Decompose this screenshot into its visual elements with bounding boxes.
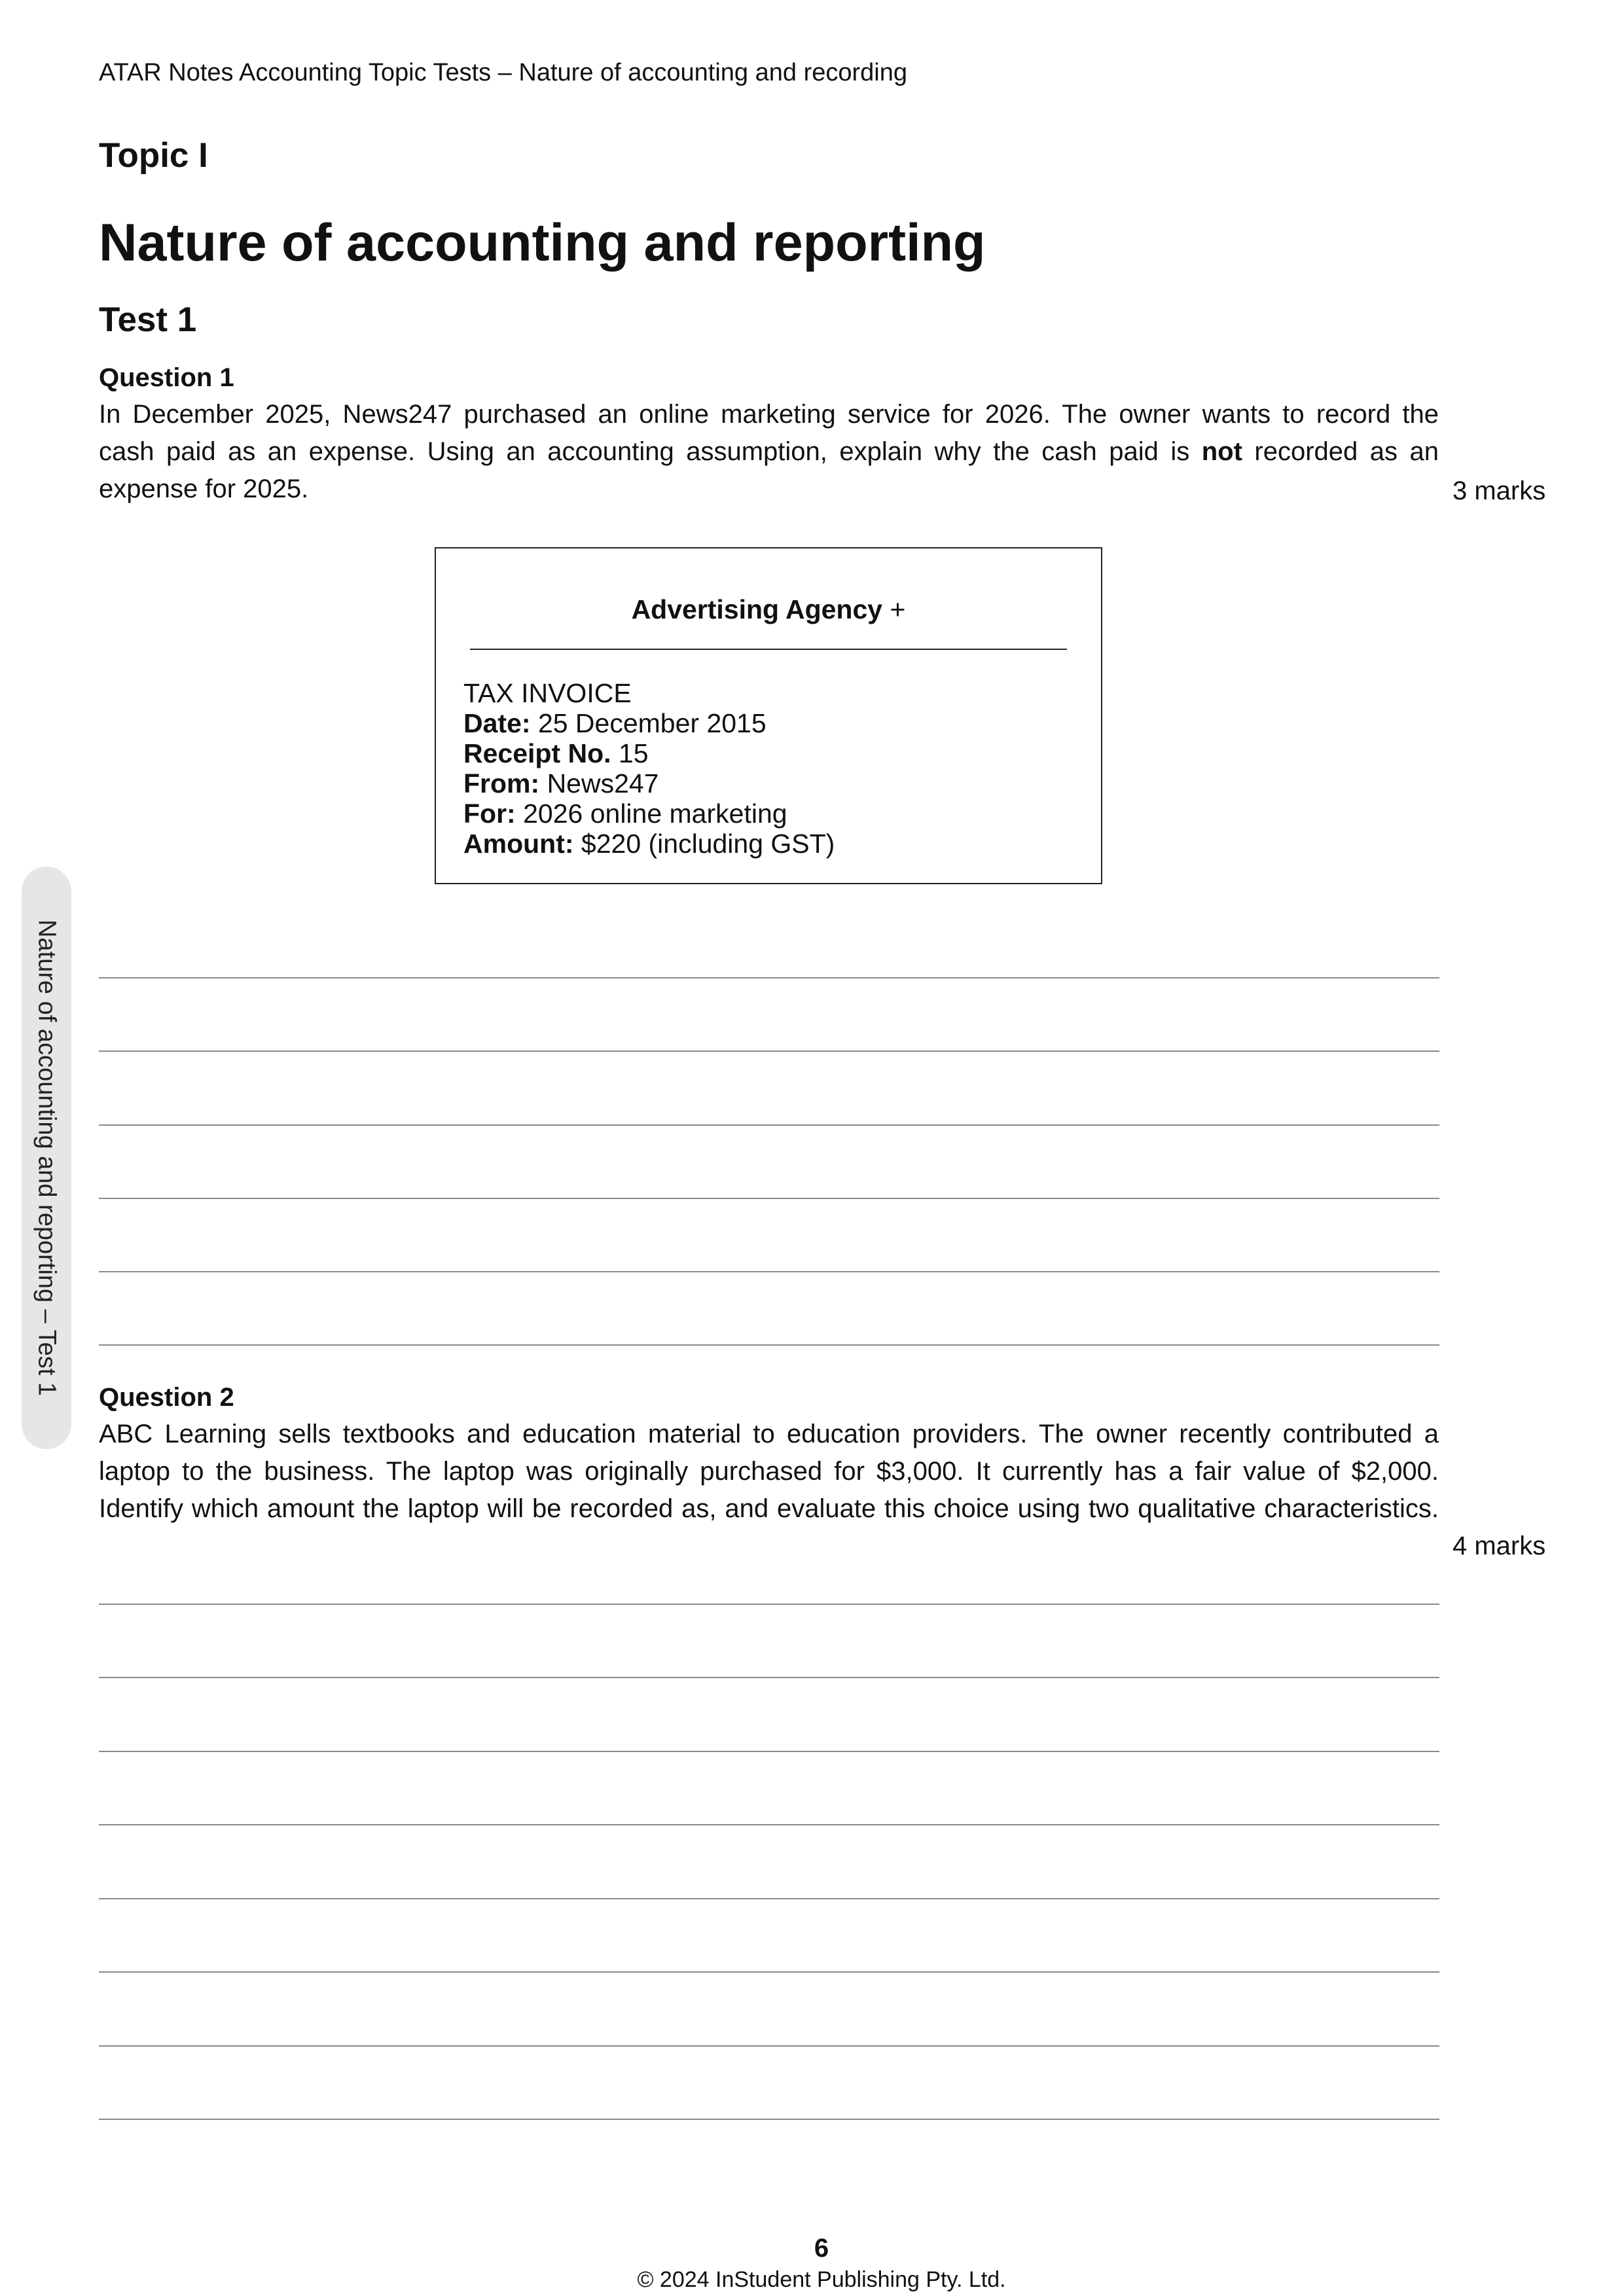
question-1-heading: Question 1 xyxy=(99,363,234,392)
invoice-amount: Amount: $220 (including GST) xyxy=(463,829,835,859)
invoice-divider xyxy=(470,649,1067,650)
side-tab-label: Nature of accounting and reporting – Test 1 xyxy=(33,919,61,1397)
invoice-for: For: 2026 online marketing xyxy=(463,798,787,829)
question-1-marks: 3 marks xyxy=(1453,476,1546,505)
invoice-receipt-no: Receipt No. 15 xyxy=(463,738,649,768)
page-number: 6 xyxy=(814,2234,829,2263)
copyright-notice: © 2024 InStudent Publishing Pty. Ltd. xyxy=(637,2267,1006,2292)
answer-line[interactable] xyxy=(99,1344,1439,1346)
emphasis-not: not xyxy=(1201,437,1242,466)
answer-line[interactable] xyxy=(99,1898,1439,1899)
question-2-text xyxy=(99,1416,1439,1528)
invoice-date: Date: 25 December 2015 xyxy=(463,708,767,738)
question-1-line-3: expense for 2025. xyxy=(99,475,309,503)
running-header: ATAR Notes Accounting Topic Tests – Nature of accounting and recording xyxy=(99,59,907,86)
question-1-line-2: cash paid as an expense. Using an accounting assumption, explain why the cash paid is not recorded as an xyxy=(99,437,1439,466)
company-plus-mark: + xyxy=(890,594,906,624)
answer-line[interactable] xyxy=(99,1050,1439,1052)
question-1-line-1: In December 2025, News247 purchased an online marketing service for 2026. The owner wants to record the xyxy=(99,400,1439,429)
answer-line[interactable] xyxy=(99,1824,1439,1825)
answer-line[interactable] xyxy=(99,2119,1439,2120)
answer-line[interactable] xyxy=(99,1604,1439,1605)
invoice-company: Advertising Agency + xyxy=(631,594,906,624)
question-2-line-2: laptop to the business. The laptop was originally purchased for $3,000. It currently has a fair value of $2,000. xyxy=(99,1457,1439,1486)
page-title: Nature of accounting and reporting xyxy=(99,213,986,272)
answer-line[interactable] xyxy=(99,1198,1439,1199)
answer-line[interactable] xyxy=(99,1271,1439,1272)
invoice-details xyxy=(463,678,835,859)
test-heading: Test 1 xyxy=(99,300,197,339)
question-1-text xyxy=(99,396,1439,508)
answer-line[interactable] xyxy=(99,2045,1439,2047)
side-section-tab xyxy=(22,867,71,1449)
question-2-line-3: Identify which amount the laptop will be recorded as, and evaluate this choice using two qualitative characteristics. xyxy=(99,1494,1439,1523)
tax-invoice-box xyxy=(435,547,1102,884)
question-2-heading: Question 2 xyxy=(99,1383,234,1412)
answer-line[interactable] xyxy=(99,1751,1439,1752)
answer-line[interactable] xyxy=(99,977,1439,978)
topic-heading: Topic I xyxy=(99,136,208,175)
answer-line[interactable] xyxy=(99,1971,1439,1973)
answer-line[interactable] xyxy=(99,1677,1439,1678)
invoice-doc-type: TAX INVOICE xyxy=(463,678,632,708)
answer-line[interactable] xyxy=(99,1124,1439,1126)
question-2-marks: 4 marks xyxy=(1453,1532,1546,1560)
question-2-line-1: ABC Learning sells textbooks and education material to education providers. The owner recently contributed a xyxy=(99,1420,1439,1448)
invoice-from: From: News247 xyxy=(463,768,659,798)
